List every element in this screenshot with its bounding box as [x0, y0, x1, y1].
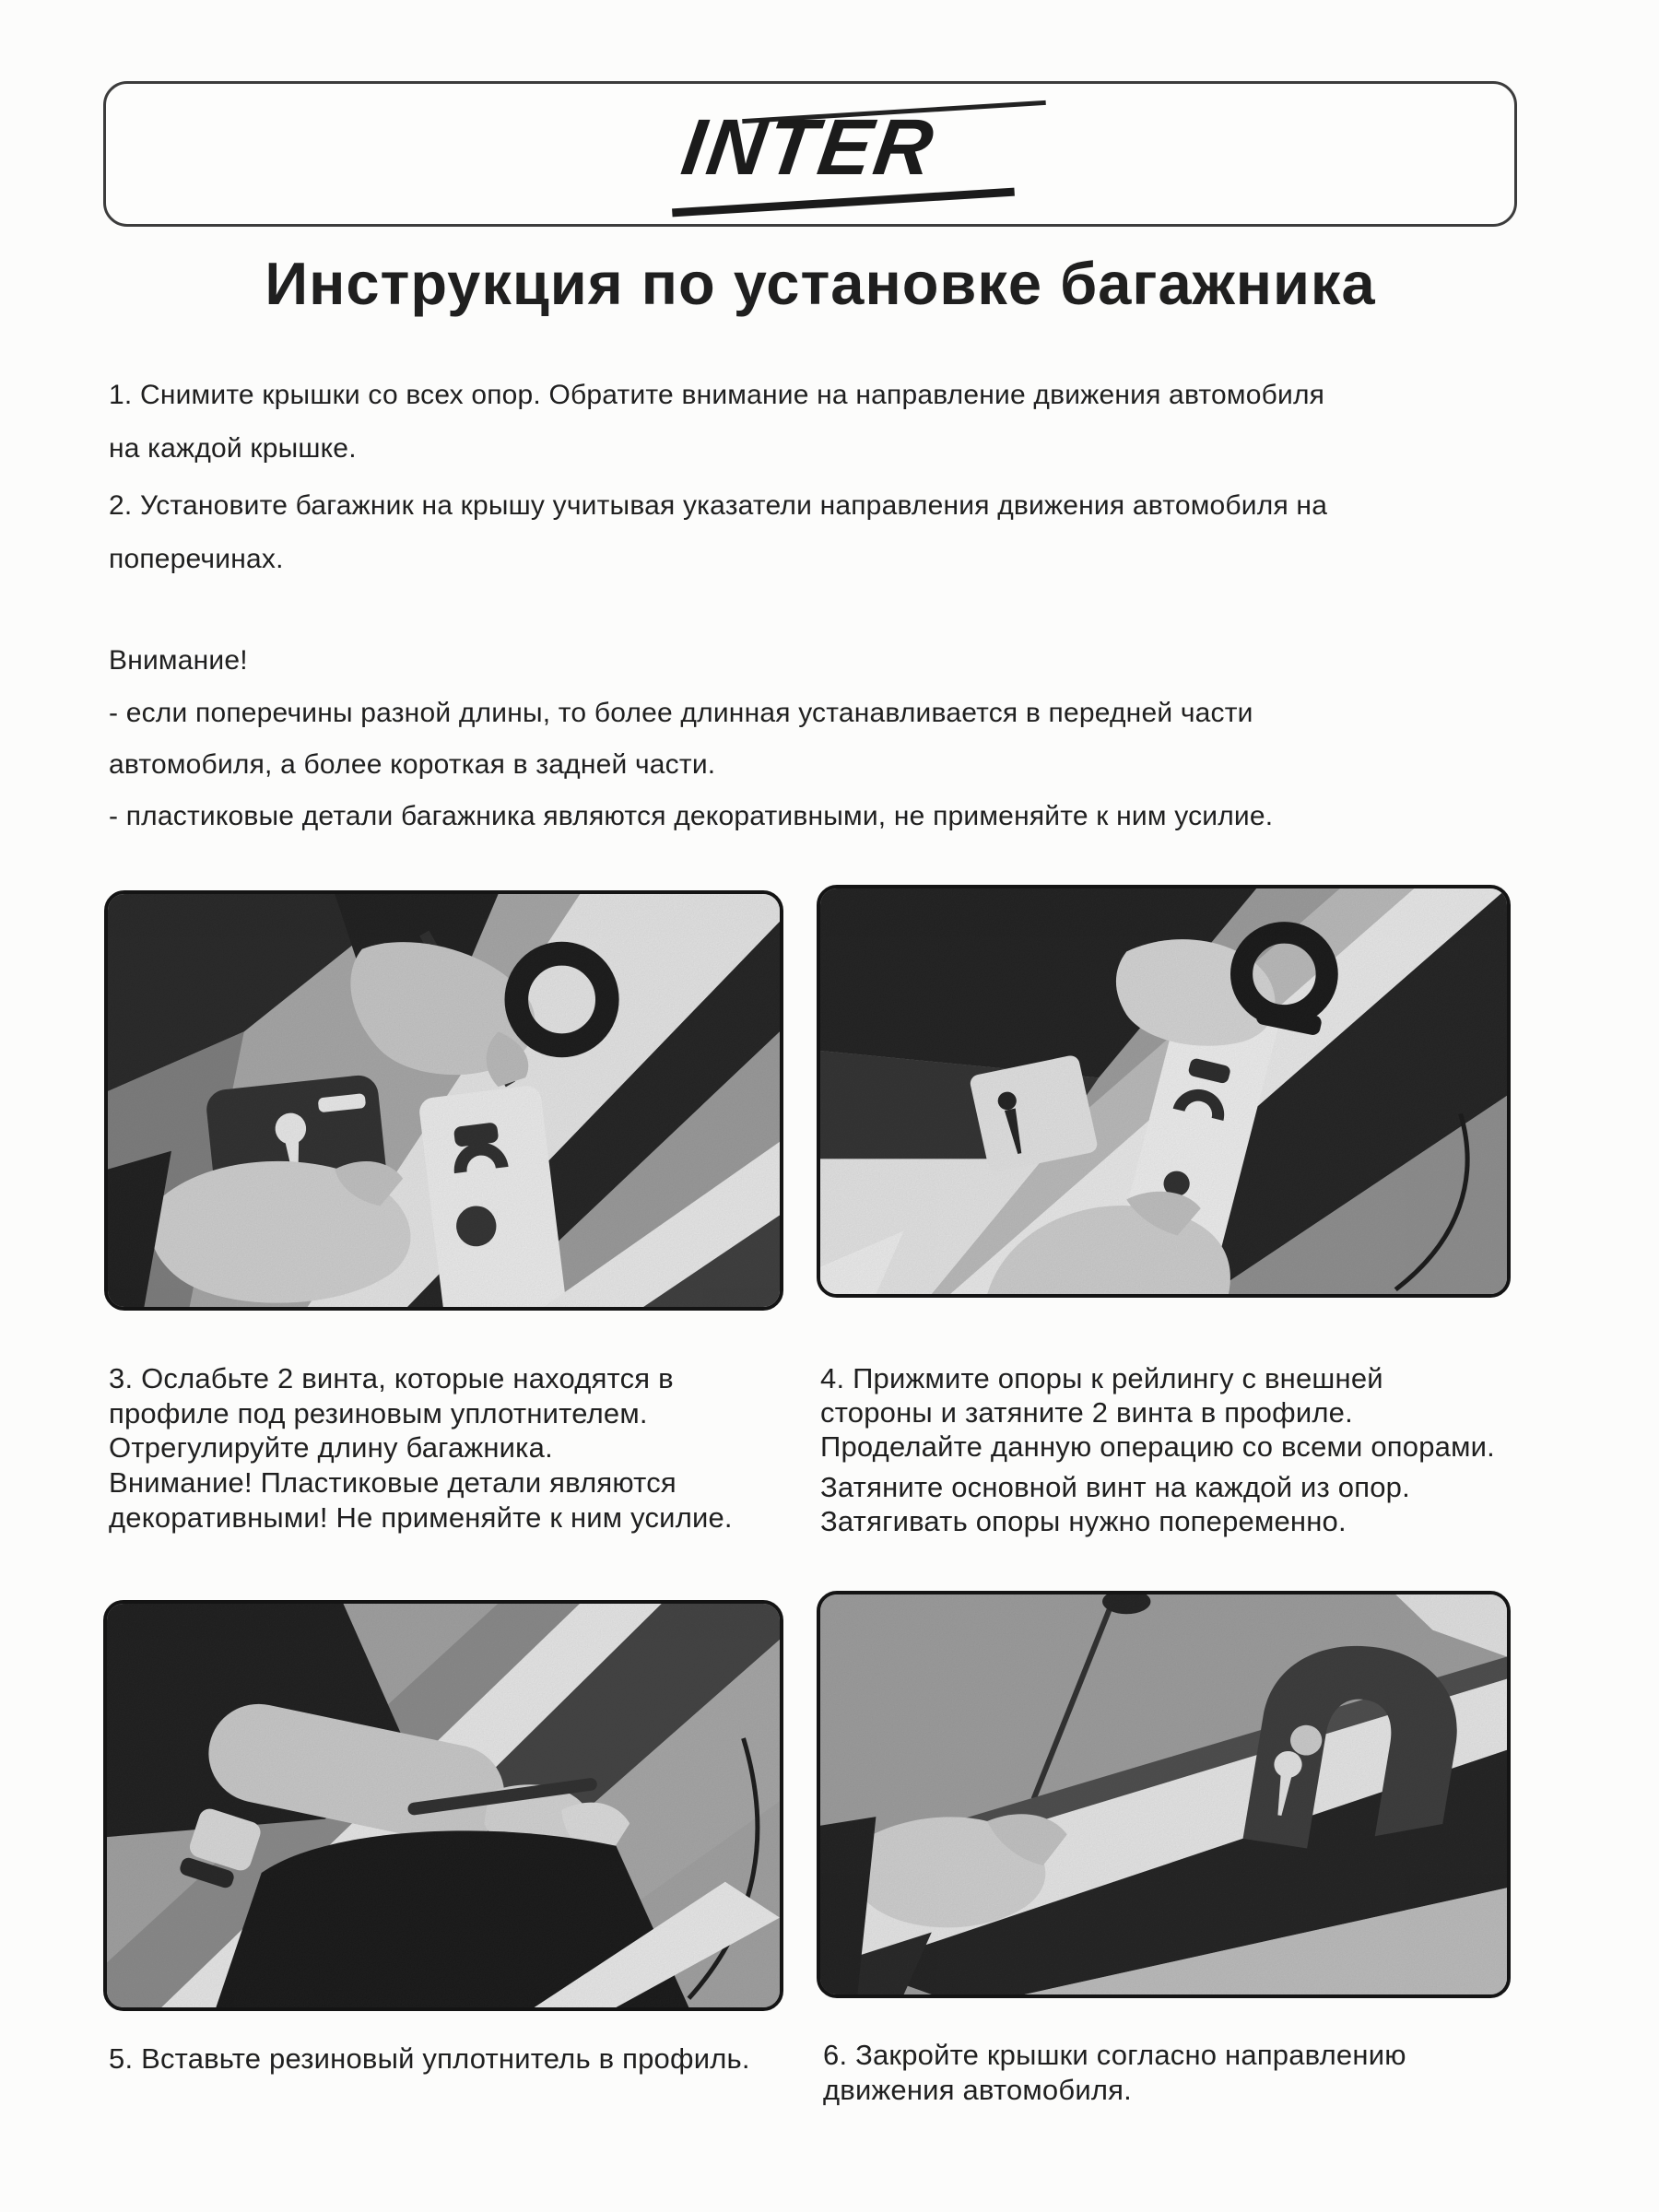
logo-bottom-stroke-icon: [672, 188, 1015, 218]
caption-step4-line5: Затягивать опоры нужно попеременно.: [820, 1505, 1347, 1537]
inter-logo: [676, 91, 1063, 220]
photo-step5-image: [107, 1604, 780, 2007]
caption-step3-line3: Отрегулируйте длину багажника.: [109, 1431, 553, 1464]
attention-line3: - пластиковые детали багажника являются декоративными, не применяйте к ним усилие.: [109, 801, 1274, 831]
logo-text: INTER: [677, 103, 941, 192]
photo-step4: [817, 885, 1511, 1298]
photo-step6: [817, 1591, 1511, 1998]
intro-step2-line1: 2. Установите багажник на крышу учитывая указатели направления движения автомобиля на: [109, 490, 1328, 521]
caption-step4-line4: Затяните основной винт на каждой из опор.: [820, 1471, 1410, 1503]
caption-step3-line4: Внимание! Пластиковые детали являются: [109, 1466, 677, 1499]
brand-logo-box: [103, 81, 1517, 227]
photo-step6-image: [820, 1594, 1507, 1994]
caption-step3-line1: 3. Ослабьте 2 винта, которые находятся в: [109, 1362, 674, 1394]
attention-line2: автомобиля, а более короткая в задней части.: [109, 749, 716, 780]
photo-step3-image: [108, 894, 780, 1307]
intro-step1-line2: на каждой крышке.: [109, 433, 357, 464]
page-title: Инструкция по установке багажника: [265, 250, 1376, 317]
caption-step6-line1: 6. Закройте крышки согласно направлению: [823, 2039, 1406, 2071]
caption-step4-line2: стороны и затяните 2 винта в профиле.: [820, 1396, 1353, 1429]
caption-step3-line2: профиле под резиновым уплотнителем.: [109, 1397, 648, 1430]
photo-step4-image: [820, 888, 1507, 1294]
caption-step4-line3: Проделайте данную операцию со всеми опорами.: [820, 1430, 1495, 1463]
caption-step4-line1: 4. Прижмите опоры к рейлингу с внешней: [820, 1362, 1383, 1394]
photo-step3: [104, 890, 783, 1311]
attention-title: Внимание!: [109, 645, 248, 676]
caption-step6-line2: движения автомобиля.: [823, 2074, 1132, 2106]
intro-step1-line1: 1. Снимите крышки со всех опор. Обратите внимание на направление движения автомобиля: [109, 380, 1325, 410]
caption-step3-line5: декоративными! Не применяйте к ним усилие.: [109, 1501, 733, 1534]
intro-step2-line2: поперечинах.: [109, 544, 284, 574]
caption-step5-line1: 5. Вставьте резиновый уплотнитель в профиль.: [109, 2042, 750, 2075]
photo-step5: [103, 1600, 783, 2011]
attention-line1: - если поперечины разной длины, то более длинная устанавливается в передней части: [109, 698, 1253, 728]
